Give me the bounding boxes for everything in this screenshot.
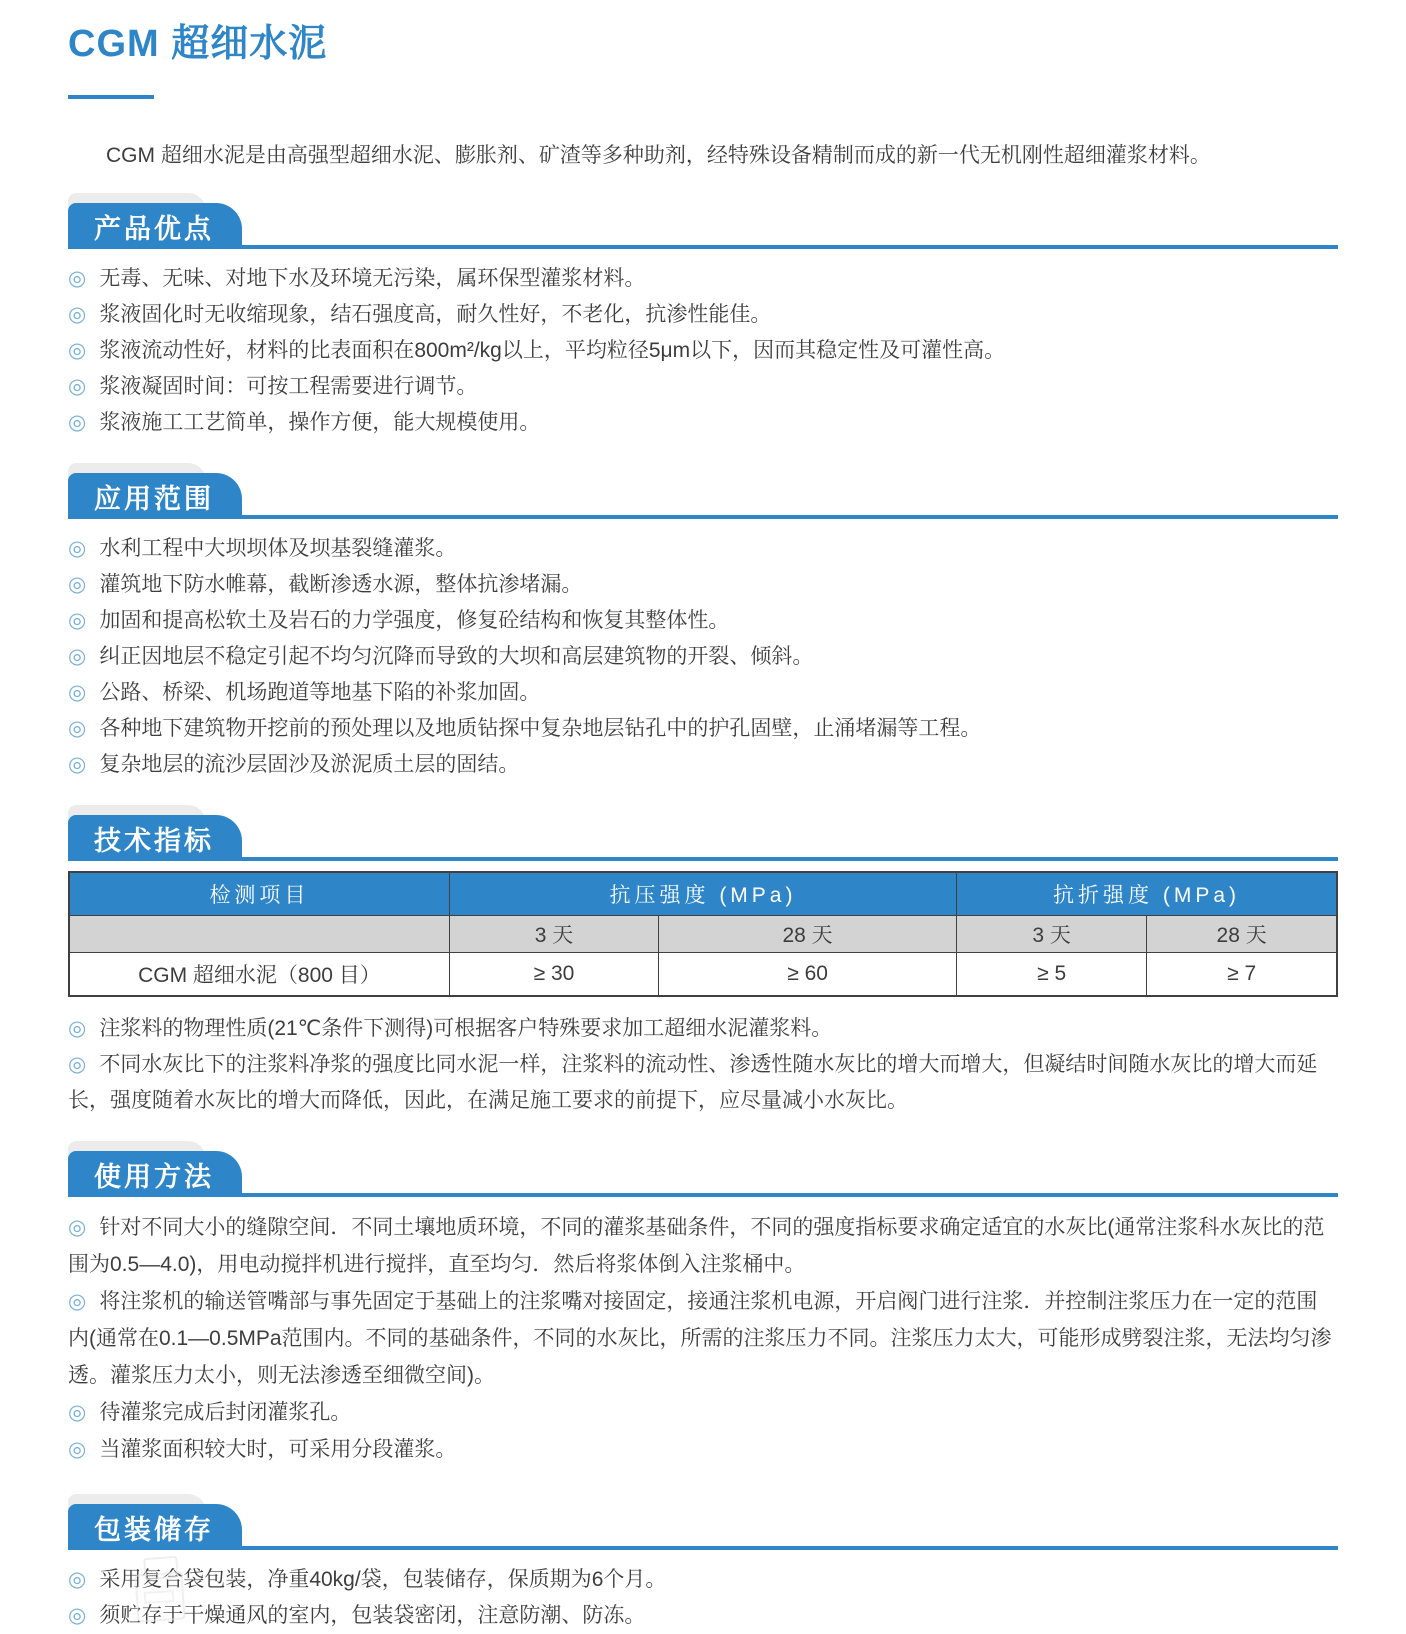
product-name-cell: CGM 超细水泥（800 目） <box>69 953 449 997</box>
note-text: 注浆料的物理性质(21℃条件下测得)可根据客户特殊要求加工超细水泥灌浆料。 <box>99 1017 833 1040</box>
bullet-text: 复杂地层的流沙层固沙及淤泥质土层的固结。 <box>99 753 520 776</box>
bullet-list <box>68 261 1338 441</box>
bullet-text: 采用复合袋包装，净重40kg/袋，包装储存，保质期为6个月。 <box>99 1568 667 1591</box>
section-header <box>68 463 1338 519</box>
section-header-rule <box>68 1546 1338 1550</box>
bullet-list <box>68 1209 1338 1468</box>
col-header-flexural: 抗折强度 (MPa) <box>957 872 1337 916</box>
section-header <box>68 1494 1338 1550</box>
bullet-list <box>68 531 1338 783</box>
bullet-item <box>68 639 1338 675</box>
value-cell: ≥ 5 <box>957 953 1147 997</box>
section-header <box>68 805 1338 861</box>
subheader-3d: 3 天 <box>957 916 1147 953</box>
section-usage <box>68 1141 1338 1468</box>
bullet-item <box>68 405 1338 441</box>
bullet-text: 将注浆机的输送管嘴部与事先固定于基础上的注浆嘴对接固定，接通注浆机电源，开启阀门进行注浆．并控制注浆压力在一定的范围内(通常在0.1—0.5MPa范围内。不同的基础条件，不同的水灰比，所需的注浆压力不同。注浆压力太大，可能形成劈裂注浆，无法均匀渗透。灌浆压力太小，则无法渗透至细微空间)。 <box>68 1290 1332 1387</box>
specs-table <box>68 871 1338 997</box>
bullet-text: 浆液凝固时间：可按工程需要进行调节。 <box>99 375 478 398</box>
section-title-tab: 技术指标 <box>68 815 242 861</box>
ring-bullet-icon: ◎ <box>68 411 87 434</box>
table-header-row <box>69 872 1337 916</box>
bullet-text: 浆液流动性好，材料的比表面积在800m²/kg以上，平均粒径5μm以下，因而其稳定性及可灌性高。 <box>99 339 1006 362</box>
table-data-row <box>69 953 1337 997</box>
bullet-item <box>68 1431 1338 1468</box>
bullet-item <box>68 333 1338 369</box>
intro-paragraph: CGM 超细水泥是由高强型超细水泥、膨胀剂、矿渣等多种助剂，经特殊设备精制而成的新一代无机刚性超细灌浆材料。 <box>106 144 1211 167</box>
ring-bullet-icon: ◎ <box>68 1604 87 1627</box>
bullet-text: 须贮存于干燥通风的室内，包装袋密闭，注意防潮、防冻。 <box>99 1604 646 1627</box>
ring-bullet-icon: ◎ <box>68 339 87 362</box>
bullet-item <box>68 297 1338 333</box>
ring-bullet-icon: ◎ <box>68 645 87 668</box>
product-datasheet-page <box>0 12 1406 1627</box>
section-title-tab: 产品优点 <box>68 203 242 249</box>
col-header-compressive: 抗压强度 (MPa) <box>449 872 956 916</box>
bullet-text: 加固和提高松软土及岩石的力学强度，修复砼结构和恢复其整体性。 <box>99 609 730 632</box>
bullet-text: 水利工程中大坝坝体及坝基裂缝灌浆。 <box>99 537 457 560</box>
section-applications <box>68 463 1338 783</box>
section-header-rule <box>68 1193 1338 1197</box>
ring-bullet-icon: ◎ <box>68 375 87 398</box>
section-title-tab: 应用范围 <box>68 473 242 519</box>
subheader-3d: 3 天 <box>449 916 658 953</box>
value-cell: ≥ 7 <box>1147 953 1337 997</box>
value-cell: ≥ 30 <box>449 953 658 997</box>
bullet-item <box>68 711 1338 747</box>
section-header-rule <box>68 515 1338 519</box>
section-header <box>68 1141 1338 1197</box>
ring-bullet-icon: ◎ <box>68 1216 87 1239</box>
bullet-text: 浆液固化时无收缩现象，结石强度高，耐久性好，不老化，抗渗性能佳。 <box>99 303 772 326</box>
section-header-rule <box>68 245 1338 249</box>
bullet-item <box>68 603 1338 639</box>
section-title-tab: 使用方法 <box>68 1151 242 1197</box>
bullet-text: 各种地下建筑物开挖前的预处理以及地质钻探中复杂地层钻孔中的护孔固壁，止涌堵漏等工程。 <box>99 717 982 740</box>
value-cell: ≥ 60 <box>659 953 957 997</box>
subheader-28d: 28 天 <box>659 916 957 953</box>
bullet-item <box>68 1394 1338 1431</box>
bullet-item <box>68 747 1338 783</box>
bullet-item <box>68 1598 1338 1634</box>
subheader-28d: 28 天 <box>1147 916 1337 953</box>
bullet-text: 公路、桥梁、机场跑道等地基下陷的补浆加固。 <box>99 681 541 704</box>
bullet-text: 针对不同大小的缝隙空间．不同土壤地质环境，不同的灌浆基础条件，不同的强度指标要求确定适宜的水灰比(通常注浆科水灰比的范围为0.5—4.0)，用电动搅拌机进行搅拌，直至均匀．然后将浆体倒入注浆桶中。 <box>68 1216 1325 1276</box>
ring-bullet-icon: ◎ <box>68 267 87 290</box>
ring-bullet-icon: ◎ <box>68 1438 87 1461</box>
bullet-text: 浆液施工工艺简单，操作方便，能大规模使用。 <box>99 411 541 434</box>
ring-bullet-icon: ◎ <box>68 303 87 326</box>
bullet-text: 纠正因地层不稳定引起不均匀沉降而导致的大坝和高层建筑物的开裂、倾斜。 <box>99 645 814 668</box>
ring-bullet-icon: ◎ <box>68 609 87 632</box>
note-text: 不同水灰比下的注浆料净浆的强度比同水泥一样，注浆料的流动性、渗透性随水灰比的增大而增大，但凝结时间随水灰比的增大而延长，强度随着水灰比的增大而降低，因此，在满足施工要求的前提下，应尽量减小水灰比。 <box>68 1053 1318 1112</box>
ring-bullet-icon: ◎ <box>68 1290 87 1313</box>
ring-bullet-icon: ◎ <box>68 1053 87 1076</box>
watermark-bag-label <box>144 1590 175 1604</box>
bullet-text: 待灌浆完成后封闭灌浆孔。 <box>99 1401 352 1424</box>
ring-bullet-icon: ◎ <box>68 1568 87 1591</box>
bullet-item <box>68 369 1338 405</box>
section-header <box>68 193 1338 249</box>
section-title-tab: 包装储存 <box>68 1504 242 1550</box>
bullet-item <box>68 531 1338 567</box>
table-subheader-row <box>69 916 1337 953</box>
subheader-empty-cell <box>69 916 449 953</box>
bullet-item <box>68 1209 1338 1283</box>
note-item <box>68 1047 1338 1119</box>
ring-bullet-icon: ◎ <box>68 573 87 596</box>
title-underline <box>68 95 154 99</box>
table-notes <box>68 1011 1338 1119</box>
section-advantages <box>68 193 1338 441</box>
bullet-text: 无毒、无味、对地下水及环境无污染，属环保型灌浆材料。 <box>99 267 646 290</box>
page-title: CGM 超细水泥 <box>68 23 328 65</box>
bullet-text: 当灌浆面积较大时，可采用分段灌浆。 <box>99 1438 457 1461</box>
bullet-item <box>68 1562 1338 1598</box>
bullet-text: 灌筑地下防水帷幕，截断渗透水源，整体抗渗堵漏。 <box>99 573 583 596</box>
package-watermark-icon <box>130 1557 192 1617</box>
section-specs <box>68 805 1338 1119</box>
section-header-rule <box>68 857 1338 861</box>
col-header-item: 检测项目 <box>69 872 449 916</box>
ring-bullet-icon: ◎ <box>68 537 87 560</box>
ring-bullet-icon: ◎ <box>68 1401 87 1424</box>
bullet-list <box>68 1562 1338 1634</box>
section-storage <box>68 1494 1338 1634</box>
ring-bullet-icon: ◎ <box>68 717 87 740</box>
ring-bullet-icon: ◎ <box>68 753 87 776</box>
bullet-item <box>68 675 1338 711</box>
bullet-item <box>68 261 1338 297</box>
ring-bullet-icon: ◎ <box>68 1017 87 1040</box>
bullet-item <box>68 567 1338 603</box>
ring-bullet-icon: ◎ <box>68 681 87 704</box>
bullet-item <box>68 1283 1338 1394</box>
note-item <box>68 1011 1338 1047</box>
